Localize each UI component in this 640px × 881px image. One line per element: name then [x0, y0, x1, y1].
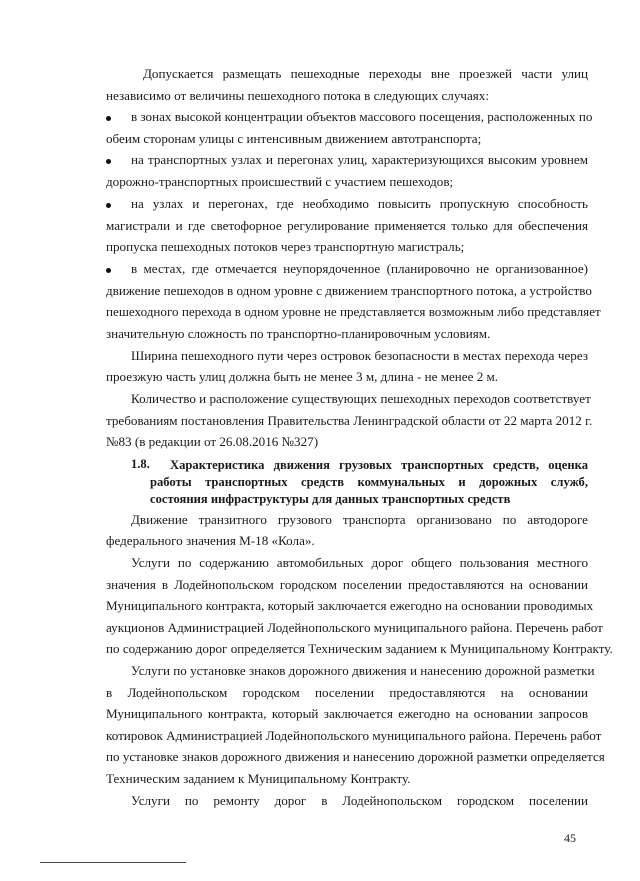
bullet-icon: [106, 268, 111, 273]
paragraph-line: независимо от величины пешеходного потока в следующих случаях:: [106, 88, 489, 103]
paragraph-line: требованиям постановления Правительства Ленинградской области от 22 марта 2012 г.: [106, 413, 593, 428]
paragraph-line: Муниципального контракта, который заключается ежегодно на основании запросов: [106, 706, 588, 721]
bullet-icon: [106, 159, 111, 164]
list-item-line: пропуска пешеходных потоков через транспортную магистраль;: [106, 239, 465, 254]
paragraph-line: значения в Лодейнопольском городском поселении предоставляются на основании: [106, 577, 588, 592]
footer-divider: [40, 862, 186, 863]
list-item-line: магистрали и где светофорное регулирование применяется только для обеспечения: [106, 218, 588, 233]
paragraph-line: Допускается размещать пешеходные переходы вне проезжей части улиц: [143, 66, 588, 81]
paragraph-line: Муниципального контракта, который заключается ежегодно на основании проводимых: [106, 598, 594, 613]
paragraph-line: Количество и расположение существующих пешеходных переходов соответствует: [131, 391, 591, 406]
paragraph-line: Ширина пешеходного пути через островок безопасности в местах перехода через: [131, 348, 588, 363]
paragraph-line: Движение транзитного грузового транспорта организовано по автодороге: [131, 512, 588, 527]
paragraph-line: Услуги по установке знаков дорожного движения и нанесению дорожной разметки: [131, 663, 595, 678]
paragraph-line: №83 (в редакции от 26.08.2016 №327): [106, 434, 319, 449]
paragraph-line: по содержанию дорог определяется Техническим заданием к Муниципальному Контракту.: [106, 641, 613, 656]
section-heading-line: Характеристика движения грузовых транспортных средств, оценка: [170, 458, 588, 472]
section-heading-line: состояния инфраструктуры для данных транспортных средств: [150, 492, 511, 506]
paragraph-line: проезжую часть улиц должна быть не менее 3 м, длина - не менее 2 м.: [106, 369, 499, 384]
section-number: 1.8.: [131, 457, 150, 471]
page-number: 45: [564, 831, 576, 845]
bullet-icon: [106, 116, 111, 121]
list-item-line: дорожно-транспортных происшествий с участием пешеходов;: [106, 174, 454, 189]
list-item-line: на транспортных узлах и перегонах улиц, характеризующихся высоким уровнем: [131, 152, 588, 167]
list-item-line: в местах, где отмечается неупорядоченное (планировочно не организованное): [131, 261, 588, 276]
bullet-icon: [106, 203, 111, 208]
list-item-line: на узлах и перегонах, где необходимо повысить пропускную способность: [131, 196, 588, 211]
list-item-line: пешеходного перехода в одном уровне не представляется возможным либо представляет: [106, 304, 601, 319]
section-heading-line: работы транспортных средств коммунальных и дорожных служб,: [150, 475, 588, 489]
paragraph-line: аукционов Администрацией Лодейнопольского муниципального района. Перечень работ: [106, 620, 603, 635]
paragraph-line: Техническим заданием к Муниципальному Контракту.: [106, 771, 411, 786]
list-item-line: движение пешеходов в одном уровне с движением транспортного потока, а устройство: [106, 283, 592, 298]
paragraph-line: в Лодейнопольском городском поселении предоставляются на основании: [106, 685, 588, 700]
paragraph-line: по установке знаков дорожного движения и нанесению дорожной разметки определяется: [106, 749, 605, 764]
paragraph-line: федерального значения М-18 «Кола».: [106, 533, 315, 548]
paragraph-line: Услуги по ремонту дорог в Лодейнопольском городском поселении: [131, 793, 588, 808]
list-item-line: обеим сторонам улицы с интенсивным движением автотранспорта;: [106, 131, 482, 146]
list-item-line: значительную сложность по транспортно-планировочным условиям.: [106, 326, 491, 341]
list-item-line: в зонах высокой концентрации объектов массового посещения, расположенных по: [131, 109, 593, 124]
paragraph-line: Услуги по содержанию автомобильных дорог общего пользования местного: [131, 555, 588, 570]
paragraph-line: котировок Администрацией Лодейнопольского муниципального района. Перечень работ: [106, 728, 602, 743]
